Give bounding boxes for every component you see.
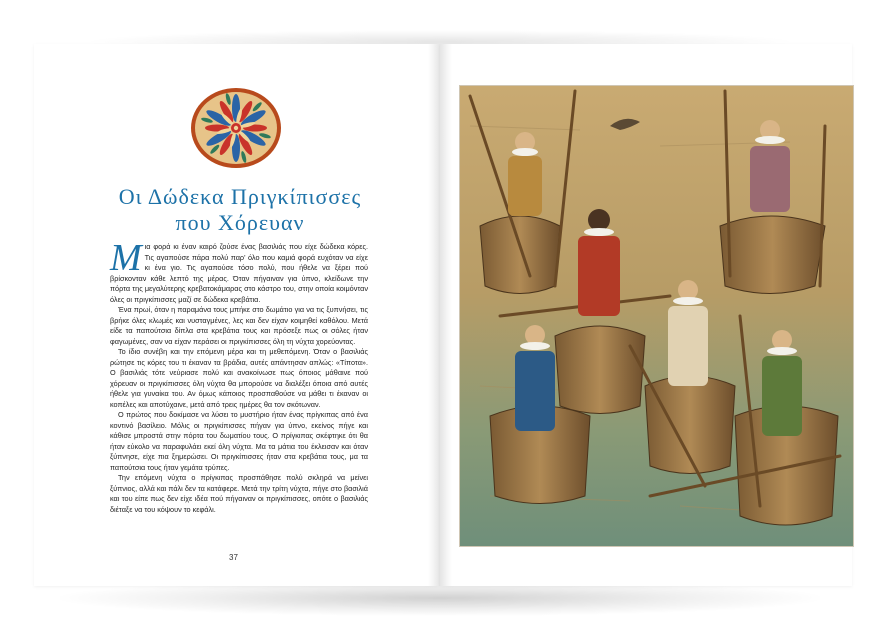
paragraph: Μια φορά κι έναν καιρό ζούσε ένας βασιλιάς που είχε δώδεκα κόρες. Τις αγαπούσε πάρα πολύ παρ' όλο που καμιά φορά ευχόταν να είχε κι ένα γιο. Τις αγαπούσε τόσο πολύ, που ήθελε να ξέρει πού βρίσκονταν κάθε λεπτό της μέρας. Όταν πήγαιναν για ύπνο, κλείδωνε την πόρτα της μεγαλύτερης κρεβατοκάμαρας στο κάστρο του, στην οποία κοιμόνταν όλες οι πριγκίπισσες μαζί σε δώδεκα κρεβάτια. [110,237,368,304]
title-line-1: Οι Δώδεκα Πριγκίπισσες [118,184,362,209]
title-line-2: που Χόρευαν [175,210,305,235]
drop-cap: Μ [110,237,142,279]
paragraph: Το ίδιο συνέβη και την επόμενη μέρα και τη μεθεπόμενη. Όταν ο βασιλιάς ρώτησε τις κόρες του τι έκαναν τα βράδια, αυτές απάντησαν απλώς: «Τίποτα». Ο βασιλιάς τότε νεύριασε πολύ και ανακοίνωσε πως όποιος μάθαινε πού χόρευαν οι πριγκίπισσες όλη νύχτα θα μπορούσε να διαλέξει όποια από αυτές ήθελε για γυναίκα του. Αν όμως κάποιος προσπαθούσε να μάθει τι έκαναν οι κοπέλες και αποτύχαινε, μετά από τρεις ημέρες θα τον σκότωναν. [110,347,368,409]
paragraph: Ο πρώτος που δοκίμασε να λύσει το μυστήριο ήταν ένας πρίγκιπας από ένα κοντινό βασίλειο. Μόλις οι πριγκίπισσες πήγαν για ύπνο, εκείνος πήγε και κάθισε μπροστά στην πόρτα του δωματίου τους. Ο πρίγκιπας σκέφτηκε ότι θα ήταν εύκολο να παραφυλάει εκεί όλη νύχτα. Μα τα μάτια του έκλεισαν και όταν ξύπνησε, είχε πια ξημερώσει. Οι πριγκίπισσες ήταν στα κρεβάτια τους, μα τα παπούτσια τους ήταν γεμάτα τρύπες. [110,410,368,472]
story-text [110,237,368,515]
book-gutter [428,44,452,586]
rowing-boats-illustration-icon [459,85,854,547]
page-number: 37 [229,553,238,562]
paragraph: Την επόμενη νύχτα ο πρίγκιπας προσπάθησε πολύ σκληρά να μείνει ξύπνιος, αλλά και πάλι δεν τα κατάφερε. Μετά την τρίτη νύχτα, πήγε στο βασιλιά και του είπε πως δεν είχε ιδέα πού πήγαιναν οι πριγκίπισσες, οπότε ο βασιλιάς διέταξε να του κόψουν το κεφάλι. [110,473,368,514]
ornament-icon [190,87,282,169]
page-title [100,184,380,236]
paragraph: Ένα πρωί, όταν η παραμάνα τους μπήκε στο δωμάτιο για να τις ξυπνήσει, τις βρήκε όλες κλωμές και νυσταγμένες, λες και δεν είχαν κοιμηθεί καθόλου. Μετά είδε τα παπούτσια δίπλα στα κρεβάτια τους και πρόσεξε πως οι σόλες ήταν φαγωμένες, σαν να είχαν περάσει οι πριγκίπισσες όλη τη νύχτα χορεύοντας. [110,305,368,346]
